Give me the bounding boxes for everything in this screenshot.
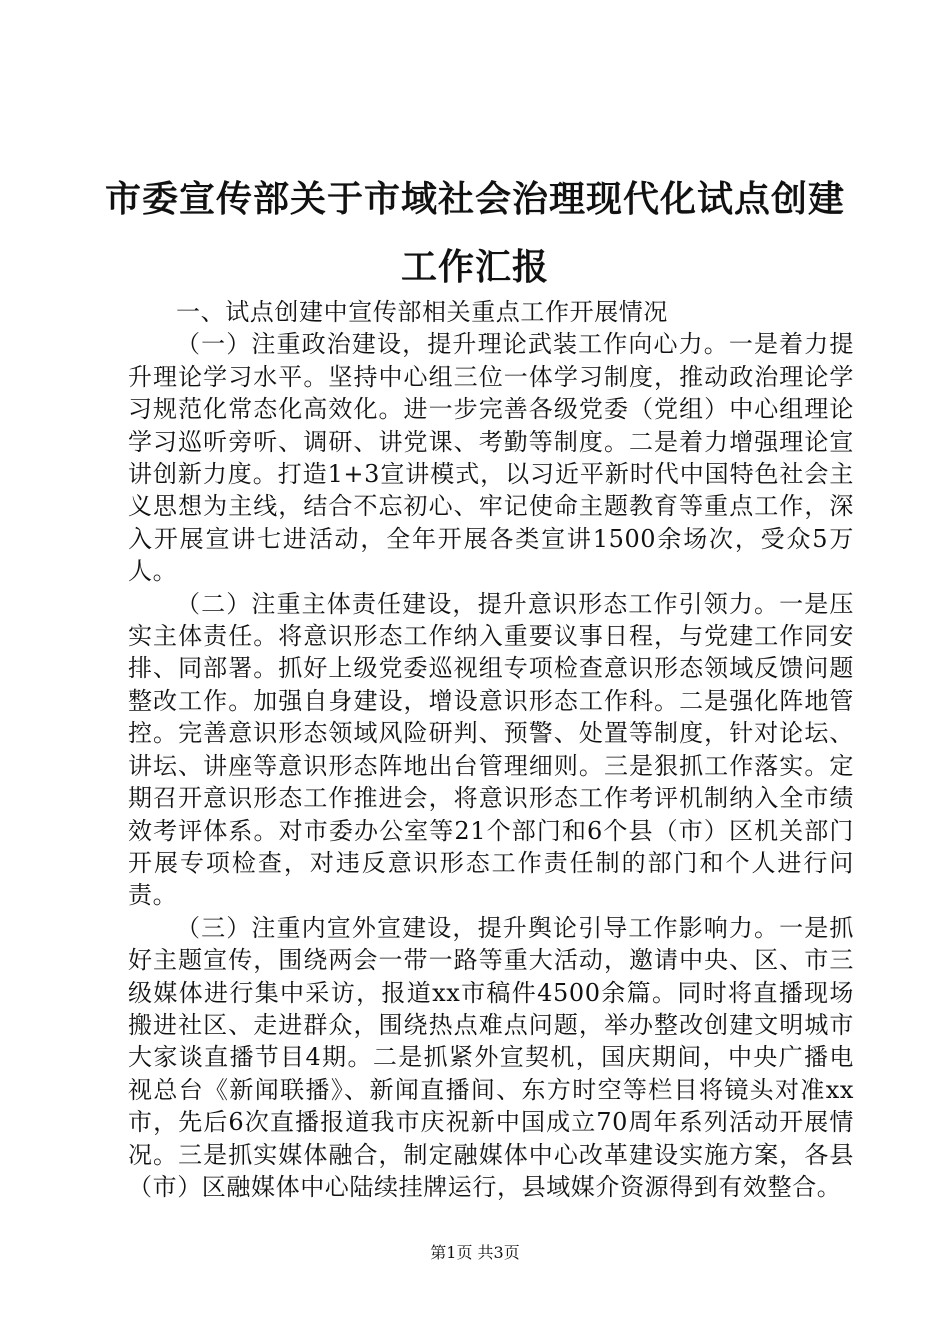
document-body — [128, 296, 854, 1203]
paragraph-publicity-building: （三）注重内宣外宣建设，提升舆论引导工作影响力。一是抓好主题宣传，围绕两会一带一路等重大活动，邀请中央、区、市三级媒体进行集中采访，报道xx市稿件4500余篇。同时将直播现场搬进社区、走进群众，围绕热点难点问题，举办整改创建文明城市大家谈直播节目4期。二是抓紧外宣契机，国庆期间，中央广播电视总台《新闻联播》、新闻直播间、东方时空等栏目将镜头对准xx市，先后6次直播报道我市庆祝新中国成立70周年系列活动开展情况。三是抓实媒体融合，制定融媒体中心改革建设实施方案，各县（市）区融媒体中心陆续挂牌运行，县域媒介资源得到有效整合。 — [128, 913, 854, 1201]
page-footer: 第1页 共3页 — [430, 1243, 520, 1262]
document-title: 市委宣传部关于市域社会治理现代化试点创建工作汇报 — [104, 178, 845, 288]
section-heading: 一、试点创建中宣传部相关重点工作开展情况 — [176, 298, 668, 326]
paragraph-responsibility-building: （二）注重主体责任建设，提升意识形态工作引领力。一是压实主体责任。将意识形态工作纳入重要议事日程，与党建工作同安排、同部署。抓好上级党委巡视组专项检查意识形态领域反馈问题整改工作。加强自身建设，增设意识形态工作科。二是强化阵地管控。完善意识形态领域风险研判、预警、处置等制度，针对论坛、讲坛、讲座等意识形态阵地出台管理细则。三是狠抓工作落实。定期召开意识形态工作推进会，将意识形态工作考评机制纳入全市绩效考评体系。对市委办公室等21个部门和6个县（市）区机关部门开展专项检查，对违反意识形态工作责任制的部门和个人进行问责。 — [128, 589, 854, 910]
paragraph-political-building: （一）注重政治建设，提升理论武装工作向心力。一是着力提升理论学习水平。坚持中心组三位一体学习制度，推动政治理论学习规范化常态化高效化。进一步完善各级党委（党组）中心组理论学习巡听旁听、调研、讲党课、考勤等制度。二是着力增强理论宣讲创新力度。打造1+3宣讲模式，以习近平新时代中国特色社会主义思想为主线，结合不忘初心、牢记使命主题教育等重点工作，深入开展宣讲七进活动，全年开展各类宣讲1500余场次，受众5万人。 — [128, 330, 854, 586]
